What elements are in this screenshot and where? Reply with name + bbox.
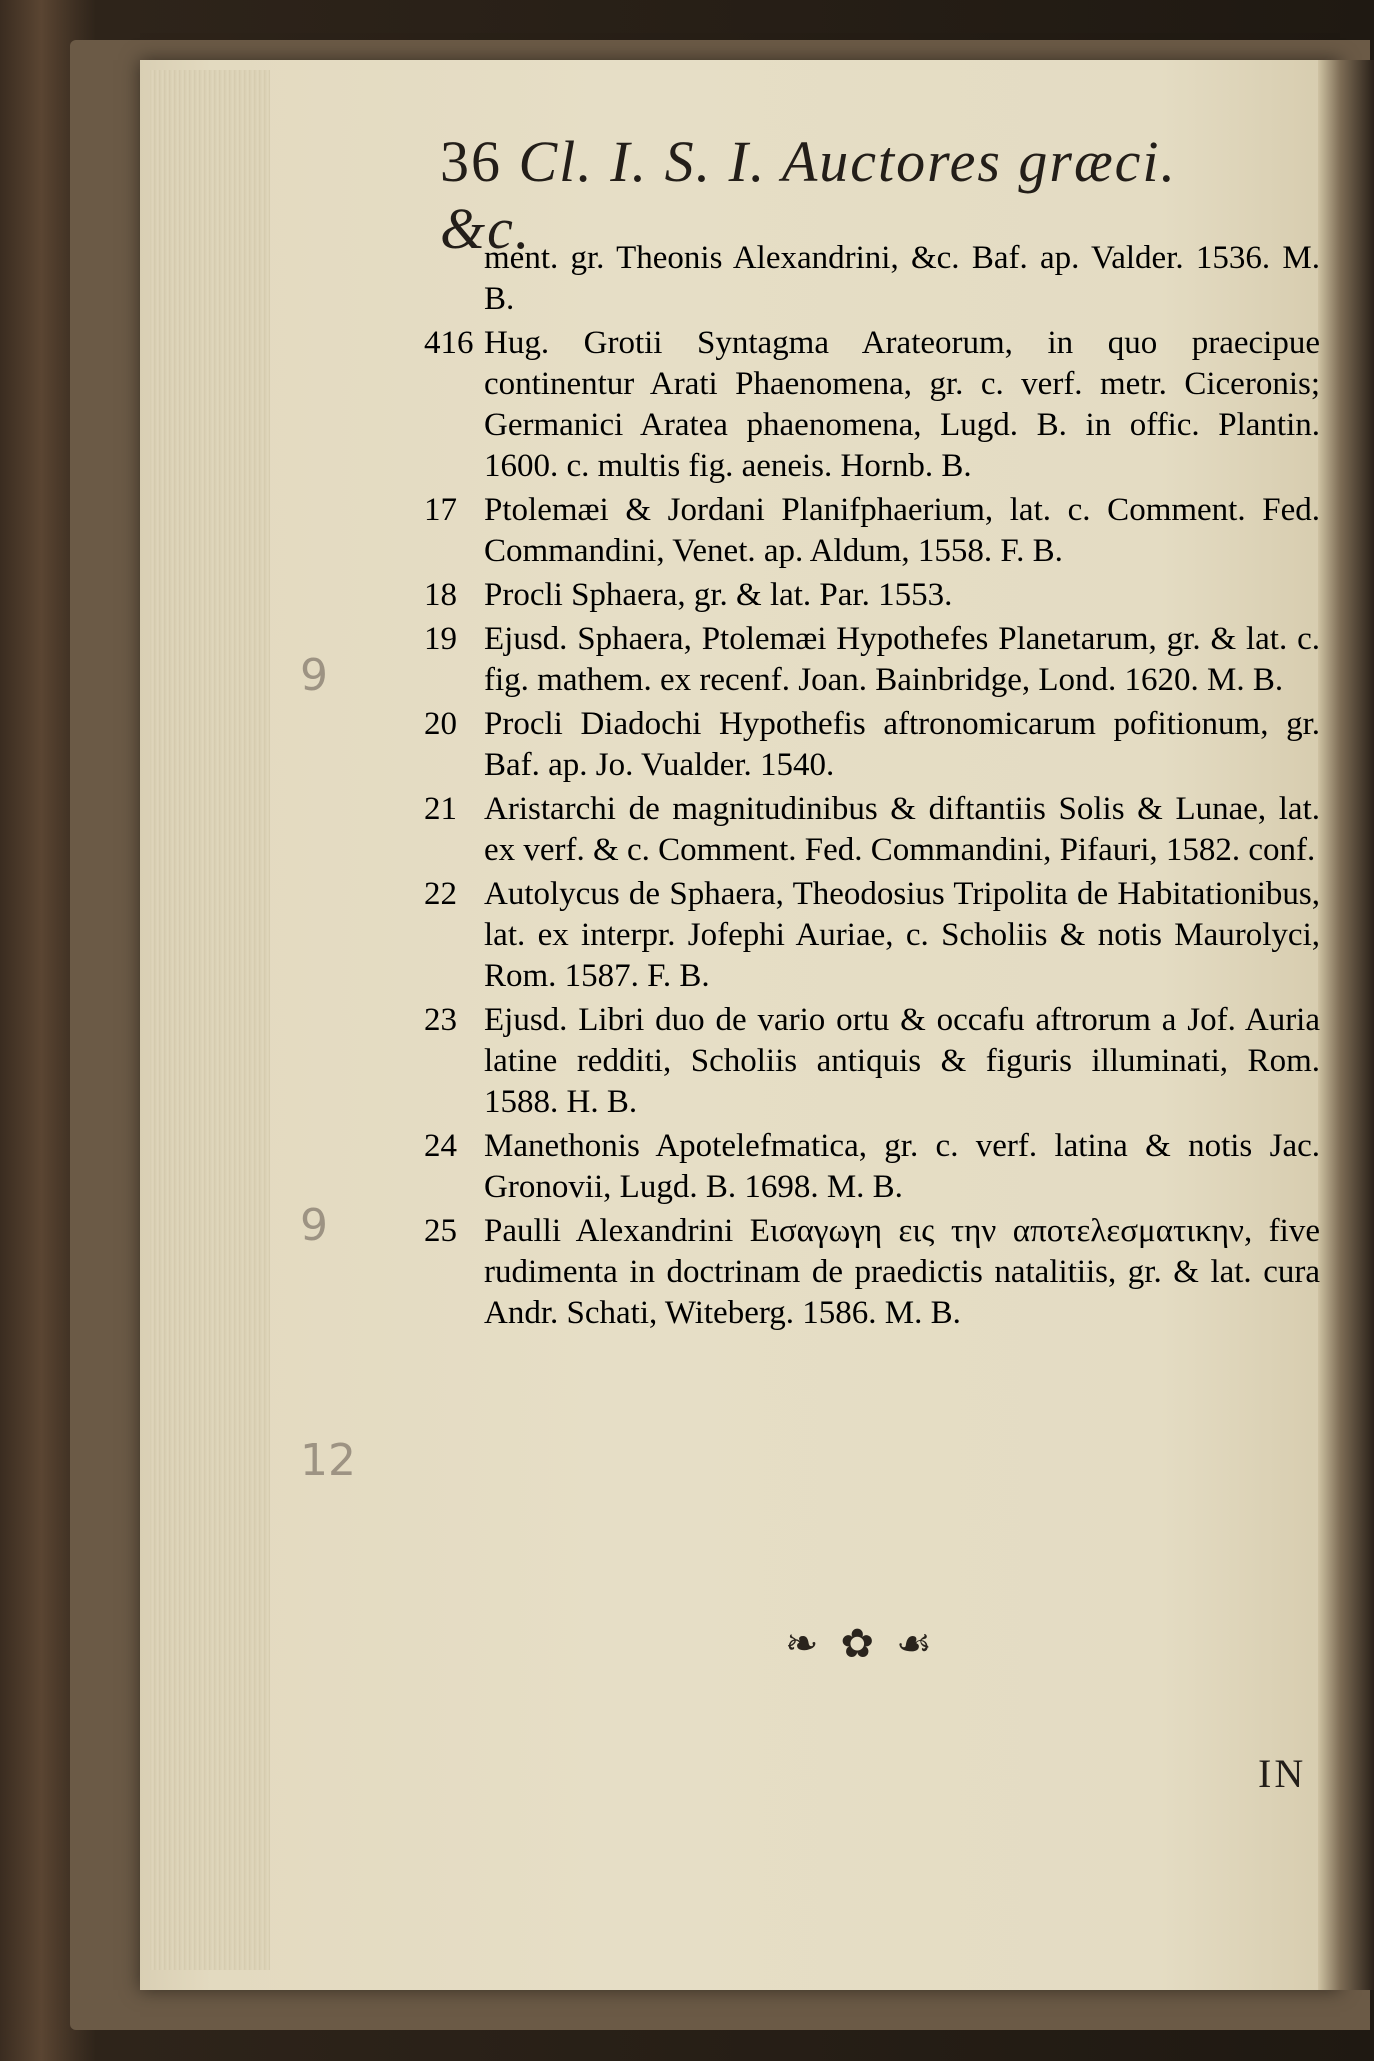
catalog-entry	[424, 619, 1320, 701]
entry-text: Procli Sphaera, gr. & lat. Par. 1553.	[484, 577, 953, 613]
entry-text: Hug. Grotii Syntagma Arateorum, in quo praecipue continentur Arati Phaenomena, gr. c. verf. metr. Ciceronis; Germanici Aratea phaenomena, Lugd. B. in offic. Plantin. 1600. c. multis fig. aeneis. Hornb. B.	[484, 325, 1320, 484]
pencil-mark: 9	[300, 1200, 328, 1251]
entry-text: Aristarchi de magnitudinibus & diftantiis Solis & Lunae, lat. ex verf. & c. Comment. Fed. Commandini, Pifauri, 1582. conf.	[484, 791, 1320, 868]
running-title: Cl. I. S. I. Auctores græci. &c.	[440, 129, 1178, 261]
entry-text: Paulli Alexandrini Εισαγωγη εις την αποτελεσματικην, five rudimenta in doctrinam de praedictis natalitiis, gr. & lat. cura Andr. Schati, Witeberg. 1586. M. B.	[484, 1213, 1320, 1331]
entry-text: Ejusd. Sphaera, Ptolemæi Hypothefes Planetarum, gr. & lat. c. fig. mathem. ex recenf. Joan. Bainbridge, Lond. 1620. M. B.	[484, 621, 1320, 698]
catalog-entry	[424, 1211, 1320, 1334]
printer-ornament: ❧ ✿ ☙	[785, 1621, 938, 1666]
catalog-entries	[424, 238, 1320, 1337]
entry-text: Procli Diadochi Hypothefis aftronomicarum pofitionum, gr. Baf. ap. Jo. Vualder. 1540.	[484, 706, 1320, 783]
entry-number: 17	[424, 492, 457, 528]
entry-text: Manethonis Apotelefmatica, gr. c. verf. latina & notis Jac. Gronovii, Lugd. B. 1698. M. B.	[484, 1128, 1320, 1205]
page-gutter-shadow	[1318, 60, 1374, 1990]
entry-number: 23	[424, 1002, 457, 1038]
catchword: IN	[1258, 1751, 1307, 1796]
catalog-entry	[424, 575, 1320, 616]
entry-number: 24	[424, 1128, 457, 1164]
page-number: 36	[440, 129, 502, 194]
catalog-entry	[424, 490, 1320, 572]
entry-number: 18	[424, 577, 457, 613]
entry-text: Ejusd. Libri duo de vario ortu & occafu aftrorum a Jof. Auria latine redditi, Scholiis antiquis & figuris illuminati, Rom. 1588. H. B.	[484, 1002, 1320, 1120]
entry-text: Autolycus de Sphaera, Theodosius Tripolita de Habitationibus, lat. ex interpr. Jofephi Auriae, c. Scholiis & notis Maurolyci, Rom. 1587. F. B.	[484, 876, 1320, 994]
entry-number: 25	[424, 1213, 457, 1249]
pencil-mark: 9	[300, 650, 328, 701]
entry-number: 20	[424, 706, 457, 742]
entry-number: 416	[424, 325, 474, 361]
catalog-entry	[424, 874, 1320, 997]
catalog-entry	[424, 789, 1320, 871]
entry-text: Ptolemæi & Jordani Planifphaerium, lat. c. Comment. Fed. Commandini, Venet. ap. Aldum, 1558. F. B.	[484, 492, 1320, 569]
pencil-mark: 12	[300, 1435, 356, 1486]
catalog-entry	[424, 323, 1320, 487]
entry-number: 22	[424, 876, 457, 912]
entry-number: 19	[424, 621, 457, 657]
catalog-entry	[424, 1126, 1320, 1208]
catalog-entry	[424, 704, 1320, 786]
page-stack-edge	[150, 70, 270, 1970]
catalog-entry	[424, 1000, 1320, 1123]
catalog-entry	[440, 238, 1320, 320]
entry-number: 21	[424, 791, 457, 827]
entry-text: ment. gr. Theonis Alexandrini, &c. Baf. ap. Valder. 1536. M. B.	[484, 240, 1320, 317]
